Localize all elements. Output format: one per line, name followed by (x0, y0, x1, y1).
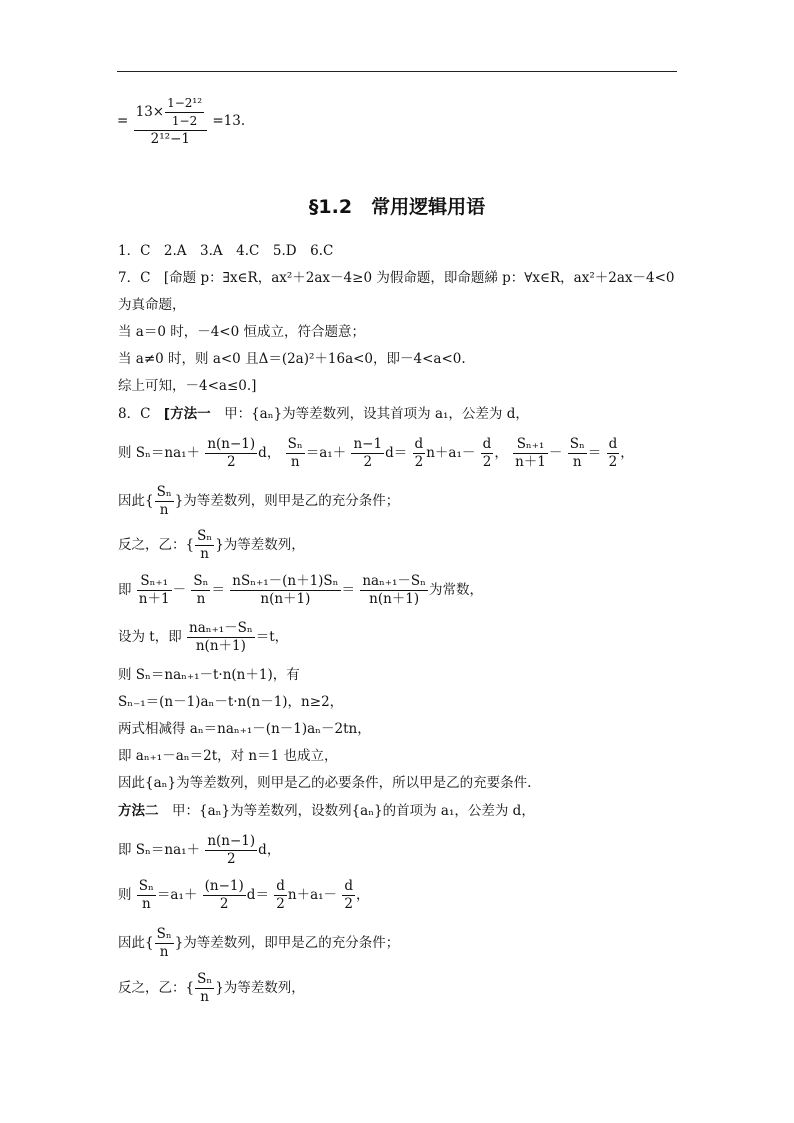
brace-sequence: { $\frac{\text{Sₙ}}{n}$ } (145, 484, 184, 518)
big-fraction: 13× $\frac{\text{1−2¹²}}{1-2}$ 2¹²−1 (134, 95, 207, 148)
formula-line-9: 因此{ $\frac{\text{Sₙ}}{n}$ }为等差数列，则甲是乙的充分条件； (118, 484, 400, 518)
brace-sequence: { $\frac{\text{Sₙ}}{n}$ } (185, 971, 224, 1005)
section-title: §1.2 常用逻辑用语 (308, 196, 486, 218)
answer-line-3: 为真命题， (118, 297, 186, 313)
formula-line-21: 因此{ $\frac{\text{Sₙ}}{n}$ }为等差数列，即甲是乙的充分条件； (118, 926, 400, 960)
answer-line-4: 当 a＝0 时，－4<0 恒成立，符合题意； (118, 324, 366, 340)
top-formula: = 13× $\frac{\text{1−2¹²}}{1-2}$ 2¹²−1 =13. (117, 96, 246, 147)
header-rule (117, 71, 677, 72)
formula-line-19: 即 Sₙ＝na₁＋ $\frac{n(n-1)}{2}$ d， (118, 833, 281, 867)
answer-line-5: 当 a≠0 时，则 a<0 且Δ＝(2a)²＋16a<0，即－4<a<0. (118, 351, 466, 367)
text-line-14: Sₙ₋₁＝(n－1)aₙ－t·n(n－1)，n≥2， (118, 694, 344, 710)
formula-line-8: 则 Sₙ＝na₁＋ $\frac{n(n-1)}{2}$ d， $\frac{\text{Sₙ}}{n}$ ＝a₁＋ $\frac{n-1}{2}$ d＝ $\frac{d}{2}$ n＋a₁－ $\frac{d}{2}$ ， $\frac{\text{Sₙ₊₁}}{n+1}$ － $\frac{\text{Sₙ}}{n}$ ＝ $\frac{d}{2}$ ， (118, 436, 634, 470)
equals-sign: = (117, 113, 129, 129)
formula-line-22: 反之，乙：{ $\frac{\text{Sₙ}}{n}$ }为等差数列， (118, 971, 305, 1005)
answer-line-6: 综上可知，－4<a≤0.] (118, 378, 257, 394)
answer-line-2: 7．C [命题 p：∃x∈R，ax²＋2ax－4≥0 为假命题，即命题綈 p：∀x∈R，ax²＋2ax－4<0 (118, 270, 675, 286)
text-line-17: 因此{aₙ}为等差数列，则甲是乙的必要条件，所以甲是乙的充要条件. (118, 775, 532, 791)
formula-line-11: 即 $\frac{\text{Sₙ₊₁}}{n+1}$ － $\frac{\text{Sₙ}}{n}$ ＝ nSₙ₊₁－(n＋1)Sₙ n(n＋1) ＝ naₙ₊₁－Sₙ n(n＋1) 为常数， (118, 573, 484, 607)
formula-line-20: 则 $\frac{\text{Sₙ}}{n}$ ＝a₁＋ $\frac{(n-1)}{2}$ d＝ $\frac{d}{2}$ n＋a₁－ $\frac{d}{2}$ ， (118, 878, 370, 912)
formula-line-12: 设为 t，即 naₙ₊₁－Sₙ n(n＋1) ＝t， (118, 620, 289, 654)
text-line-18: 方法二 甲：{aₙ}为等差数列，设数列{aₙ}的首项为 a₁，公差为 d， (118, 803, 535, 819)
text-line-15: 两式相减得 aₙ＝naₙ₊₁－(n－1)aₙ－2tn， (118, 721, 371, 737)
answer-line-1: 1．C 2.A 3.A 4.C 5.D 6.C (118, 243, 334, 259)
brace-sequence: { $\frac{\text{Sₙ}}{n}$ } (145, 926, 184, 960)
answer-line-7: 8．C [方法一 甲：{aₙ}为等差数列，设其首项为 a₁，公差为 d， (118, 406, 529, 422)
formula-line-10: 反之，乙：{ $\frac{\text{Sₙ}}{n}$ }为等差数列， (118, 528, 305, 562)
brace-sequence: { $\frac{\text{Sₙ}}{n}$ } (185, 528, 224, 562)
text-line-16: 即 aₙ₊₁－aₙ＝2t，对 n＝1 也成立， (118, 748, 338, 764)
text-line-13: 则 Sₙ＝naₙ₊₁－t·n(n＋1)，有 (118, 667, 300, 683)
